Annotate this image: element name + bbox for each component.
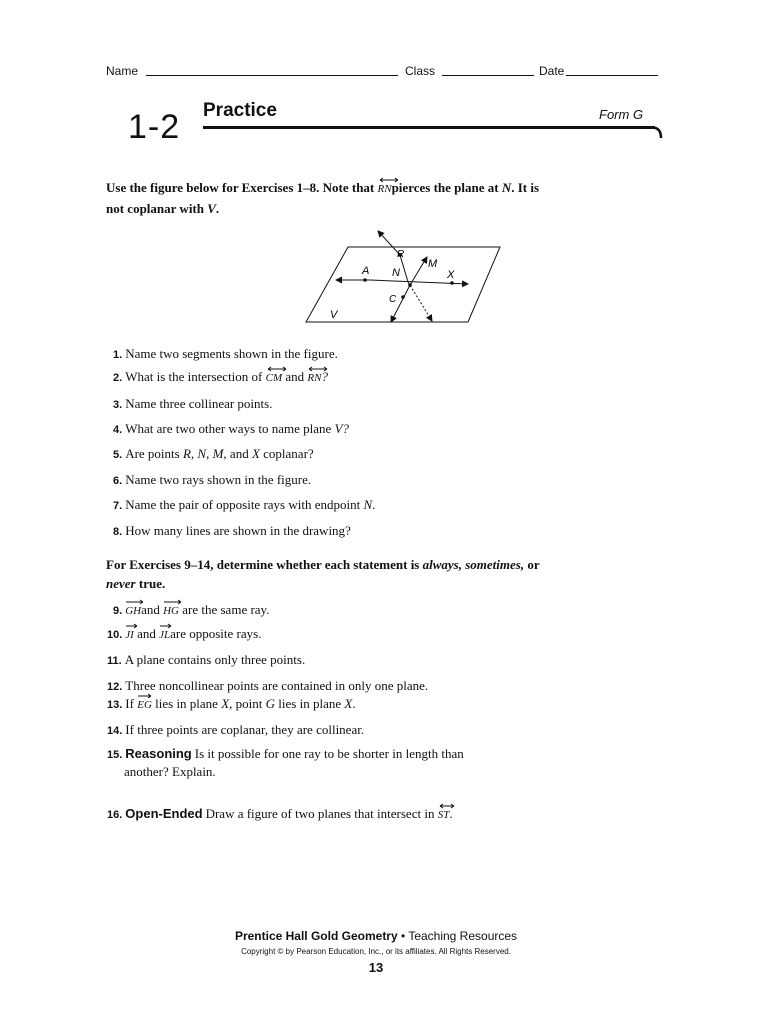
line-rn-dashed (408, 282, 432, 321)
date-field[interactable] (566, 63, 658, 76)
ray-arrow-icon (163, 599, 183, 605)
exercise-2: 2. What is the intersection of CM and RN? (113, 369, 328, 385)
title-rule (203, 126, 655, 129)
double-arrow-icon (438, 803, 456, 809)
exercise-3: 3. Name three collinear points. (113, 396, 273, 411)
exercise-14: 14. If three points are coplanar, they are collinear. (107, 722, 365, 737)
ray-arrow-icon (137, 693, 153, 699)
instructions-part1: Use the figure below for Exercises 1–8. Note that RNpierces the plane at N. It is not coplanar with V. (106, 178, 626, 218)
line-notation-st: ST (438, 803, 450, 821)
exercise-15-cont: another? Explain. (124, 764, 216, 779)
class-label: Class (405, 64, 436, 78)
ray-notation-gh: GH (125, 599, 141, 617)
line-notation-rn: RN (307, 366, 321, 384)
form-label: Form G (599, 107, 644, 122)
label-x: X (447, 269, 455, 281)
point-c (401, 295, 405, 299)
ray-cm-up (410, 257, 427, 285)
line-notation-cm: CM (266, 366, 283, 384)
double-arrow-icon (266, 366, 288, 372)
label-c: C (389, 294, 397, 305)
exercise-8: 8. How many lines are shown in the drawing? (113, 523, 351, 538)
name-label: Name (106, 64, 139, 78)
ray-notation-eg: EG (137, 693, 152, 711)
exercise-5: 5. Are points R, N, M, and X coplanar? (113, 446, 314, 461)
exercise-16: 16. Open-Ended Draw a figure of two planes that intersect in ST. (107, 806, 453, 822)
double-arrow-icon (378, 177, 400, 183)
exercise-6: 6. Name two rays shown in the figure. (113, 472, 312, 487)
name-field[interactable] (146, 63, 398, 76)
lesson-number: 1-2 (128, 108, 181, 146)
label-r: R (397, 249, 405, 260)
point-n (408, 283, 412, 287)
label-n: N (392, 267, 400, 279)
plane-figure (300, 225, 510, 330)
ray-arrow-icon (125, 623, 139, 629)
footer-title: Prentice Hall Gold Geometry • Teaching Resources (234, 929, 518, 943)
footer-copyright: Copyright © by Pearson Education, Inc., or its affiliates. All Rights Reserved. (241, 947, 511, 956)
exercise-1: 1. Name two segments shown in the figure. (113, 346, 338, 361)
ray-arrow-icon (159, 623, 173, 629)
exercise-4: 4. What are two other ways to name plane V? (113, 421, 350, 436)
ray-arrow-icon (125, 599, 145, 605)
exercise-12: 12. Three noncollinear points are contained in only one plane. (107, 678, 429, 693)
page-number: 13 (368, 960, 384, 975)
label-v: V (330, 309, 338, 321)
ray-notation: RN (378, 177, 392, 195)
point-x (450, 281, 454, 285)
ray-notation-ji: JI (125, 623, 134, 641)
double-arrow-icon (307, 366, 329, 372)
exercise-7: 7. Name the pair of opposite rays with endpoint N. (113, 497, 376, 512)
point-a (363, 278, 367, 282)
page-title: Practice (203, 100, 277, 121)
class-field[interactable] (442, 63, 534, 76)
ray-notation-hg: HG (163, 599, 179, 617)
exercise-15: 15. Reasoning Is it possible for one ray to be shorter in length than (107, 746, 464, 761)
title-rule-hook (652, 124, 664, 144)
date-label: Date (539, 64, 565, 78)
exercise-10: 10. JI and JLare opposite rays. (107, 626, 261, 642)
ray-notation-jl: JL (159, 623, 170, 641)
exercise-9: 9. GHand HG are the same ray. (113, 602, 269, 618)
exercise-13: 13. If EG lies in plane X, point G lies in plane X. (107, 696, 356, 712)
exercise-11: 11. A plane contains only three points. (107, 652, 306, 667)
instructions-part2: For Exercises 9–14, determine whether each statement is always, sometimes, or never true. (106, 557, 540, 591)
label-a: A (362, 265, 370, 277)
label-m: M (428, 258, 438, 270)
